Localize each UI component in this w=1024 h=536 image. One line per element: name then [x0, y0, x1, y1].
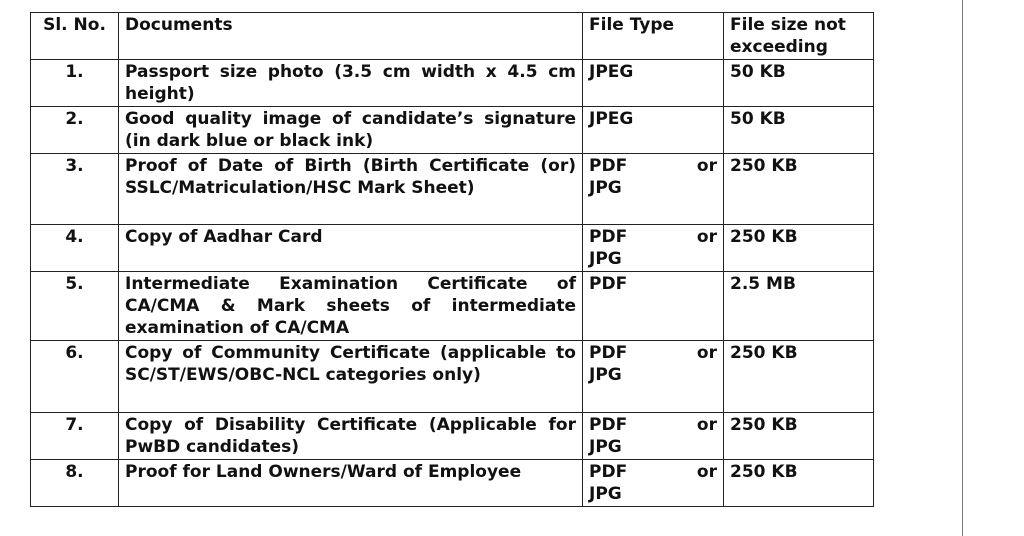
- file-type-cell: [583, 107, 724, 154]
- row-number: 2.: [31, 107, 119, 154]
- table-row: [31, 272, 874, 341]
- file-type-primary: PDF: [589, 274, 628, 294]
- file-type-primary: PDF: [589, 343, 628, 363]
- document-name: Proof of Date of Birth (Birth Certificate (or) SSLC/Matriculation/HSC Mark Sheet): [119, 154, 583, 225]
- file-type-cell: [583, 154, 724, 225]
- file-type-primary: PDF: [589, 227, 628, 247]
- file-type-primary: PDF: [589, 415, 628, 435]
- header-file-type: File Type: [583, 13, 724, 60]
- table-row: [31, 413, 874, 460]
- file-type-secondary: JPG: [589, 484, 622, 504]
- file-size-limit: 50 KB: [724, 60, 874, 107]
- file-type-or: or: [696, 415, 717, 435]
- file-type-primary: JPEG: [589, 62, 634, 82]
- row-number: 7.: [31, 413, 119, 460]
- document-name: Copy of Community Certificate (applicable to SC/ST/EWS/OBC-NCL categories only): [119, 341, 583, 413]
- file-type-or: or: [696, 227, 717, 247]
- file-size-limit: 250 KB: [724, 413, 874, 460]
- file-type-cell: [583, 460, 724, 507]
- table-row: [31, 107, 874, 154]
- file-type-or: or: [696, 343, 717, 363]
- file-type-secondary: JPG: [589, 178, 622, 198]
- file-type-secondary: JPG: [589, 365, 622, 385]
- file-size-limit: 250 KB: [724, 225, 874, 272]
- table-row: [31, 460, 874, 507]
- file-type-cell: [583, 413, 724, 460]
- table-row: [31, 225, 874, 272]
- row-number: 6.: [31, 341, 119, 413]
- document-name: Intermediate Examination Certificate of CA/CMA & Mark sheets of intermediate examination of CA/CMA: [119, 272, 583, 341]
- file-type-primary: PDF: [589, 156, 628, 176]
- file-type-cell: [583, 225, 724, 272]
- page-edge-line: [962, 0, 963, 536]
- file-type-secondary: JPG: [589, 437, 622, 457]
- document-name: Proof for Land Owners/Ward of Employee: [119, 460, 583, 507]
- file-size-limit: 50 KB: [724, 107, 874, 154]
- document-name: Copy of Aadhar Card: [119, 225, 583, 272]
- documents-table: [30, 12, 874, 507]
- header-sl-no: Sl. No.: [31, 13, 119, 60]
- file-size-limit: 250 KB: [724, 154, 874, 225]
- row-number: 1.: [31, 60, 119, 107]
- file-type-primary: JPEG: [589, 109, 634, 129]
- file-size-limit: 250 KB: [724, 341, 874, 413]
- file-type-primary: PDF: [589, 462, 628, 482]
- file-size-limit: 250 KB: [724, 460, 874, 507]
- file-type-or: or: [696, 156, 717, 176]
- table-row: [31, 341, 874, 413]
- document-name: Copy of Disability Certificate (Applicable for PwBD candidates): [119, 413, 583, 460]
- table-row: [31, 60, 874, 107]
- file-type-cell: [583, 341, 724, 413]
- file-type-or: or: [696, 462, 717, 482]
- file-type-cell: [583, 272, 724, 341]
- row-number: 5.: [31, 272, 119, 341]
- row-number: 3.: [31, 154, 119, 225]
- header-documents: Documents: [119, 13, 583, 60]
- file-type-secondary: JPG: [589, 249, 622, 269]
- table-row: [31, 154, 874, 225]
- file-type-cell: [583, 60, 724, 107]
- table-header-row: [31, 13, 874, 60]
- row-number: 4.: [31, 225, 119, 272]
- file-size-limit: 2.5 MB: [724, 272, 874, 341]
- document-name: Good quality image of candidate’s signature (in dark blue or black ink): [119, 107, 583, 154]
- row-number: 8.: [31, 460, 119, 507]
- header-file-size: File size not exceeding: [724, 13, 874, 60]
- document-name: Passport size photo (3.5 cm width x 4.5 cm height): [119, 60, 583, 107]
